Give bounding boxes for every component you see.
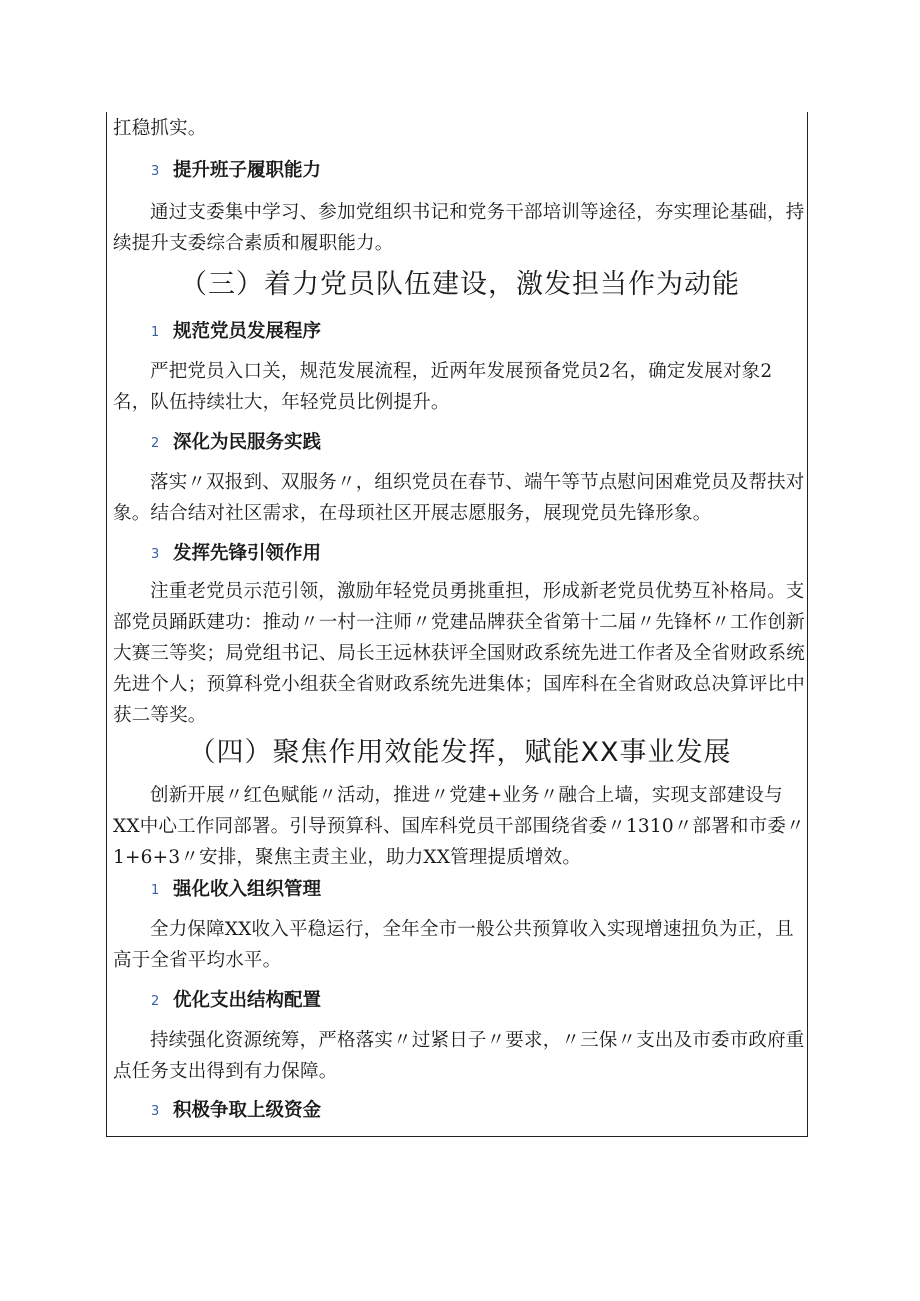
paragraph: 落实〃双报到、双服务〃，组织党员在春节、端午等节点慰问困难党员及帮扶对象。结合结对社区需求，在母顼社区开展志愿服务，展现党员先锋形象。 <box>113 472 805 524</box>
subheading-revenue-management <box>151 876 321 905</box>
item-number: 1 <box>151 883 160 898</box>
item-number: 3 <box>151 164 160 179</box>
subheading-text: 发挥先锋引领作用 <box>173 543 322 564</box>
paragraph: 持续强化资源统筹，严格落实〃过紧日子〃要求，〃三保〃支出及市委市政府重点任务支出得到有力保障。 <box>113 1030 805 1082</box>
subheading-vanguard-role <box>151 540 321 569</box>
item-number: 1 <box>151 325 160 340</box>
subheading-text: 深化为民服务实践 <box>173 432 322 453</box>
subheading-text: 积极争取上级资金 <box>173 1100 322 1121</box>
subheading-superior-funds <box>151 1097 321 1126</box>
subheading-party-member-development <box>151 318 321 347</box>
paragraph: 全力保障XX收入平稳运行，全年全市一般公共预算收入实现增速扭负为正，且高于全省平均水平。 <box>113 919 794 971</box>
item-number: 2 <box>151 994 160 1009</box>
subheading-text: 强化收入组织管理 <box>173 879 322 900</box>
paragraph: 通过支委集中学习、参加党组织书记和党务干部培训等途径，夯实理论基础，持续提升支委综合素质和履职能力。 <box>113 202 805 254</box>
item-number: 2 <box>151 436 160 451</box>
section-heading-4: （四）聚焦作用效能发挥，赋能XX事业发展 <box>188 737 732 768</box>
paragraph-continuation: 扛稳抓实。 <box>113 118 207 139</box>
subheading-text: 提升班子履职能力 <box>173 160 322 181</box>
paragraph: 注重老党员示范引领，激励年轻党员勇挑重担，形成新老党员优势互补格局。支部党员踊跃建功：推动〃一村一注师〃党建品牌获全省第十二届〃先锋杯〃工作创新大赛三等奖；局党组书记、局长王远林获评全国财政系统先进工作者及全省财政系统先进个人；预算科党小组获全省财政系统先进集体；国库科在全省财政总决算评比中获二等奖。 <box>113 581 805 726</box>
paragraph: 创新开展〃红色赋能〃活动，推进〃党建+业务〃融合上墙，实现支部建设与XX中心工作同部署。引导预算科、国库科党员干部围绕省委〃1310〃部署和市委〃1+6+3〃安排，聚焦主责主业，助力XX管理提质增效。 <box>113 785 805 868</box>
subheading-expenditure-structure <box>151 987 321 1016</box>
item-number: 3 <box>151 1104 160 1119</box>
subheading-text: 优化支出结构配置 <box>173 990 322 1011</box>
section-heading-3: （三）着力党员队伍建设，激发担当作为动能 <box>180 269 740 300</box>
subheading-improve-leadership <box>151 157 321 186</box>
subheading-service-practice <box>151 429 321 458</box>
item-number: 3 <box>151 547 160 562</box>
subheading-text: 规范党员发展程序 <box>173 321 322 342</box>
paragraph: 严把党员入口关，规范发展流程，近两年发展预备党员2名，确定发展对象2名，队伍持续壮大，年轻党员比例提升。 <box>113 361 773 413</box>
